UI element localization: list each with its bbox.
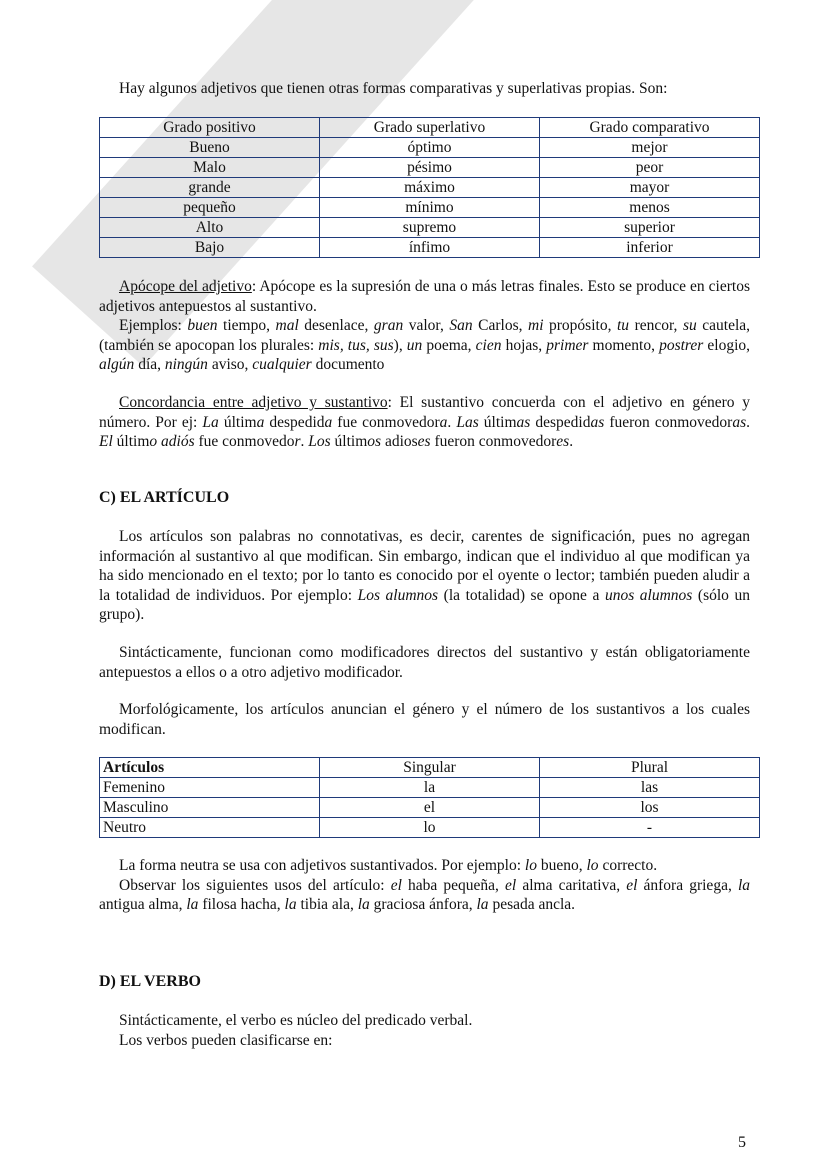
table-header-cell: Artículos bbox=[100, 758, 320, 778]
neutral-form-note bbox=[99, 856, 750, 876]
example-ending: as bbox=[590, 413, 605, 431]
paragraph-text: Observar los siguientes usos del artículo: bbox=[119, 876, 391, 894]
concordancia-text: adios bbox=[381, 433, 418, 450]
paragraph-text: (sólo un grupo). bbox=[99, 586, 750, 623]
example-ending: as bbox=[732, 413, 747, 431]
paragraph-text: haba pequeña, bbox=[401, 876, 506, 894]
articulo-paragraph-2: Sintácticamente, funcionan como modificadores directos del sustantivo y están obligatoriamente antepuestos a ellos o a otro adjetivo modificador. bbox=[99, 644, 750, 681]
paragraph-text: pesada ancla. bbox=[488, 896, 576, 913]
section-title-verbo: D) EL VERBO bbox=[99, 973, 201, 990]
table-cell: Bajo bbox=[100, 238, 320, 258]
example-word: adiós bbox=[161, 433, 195, 450]
example-ending: r bbox=[294, 433, 301, 450]
concordancia-text: fueron conmovedor bbox=[604, 413, 733, 431]
table-row bbox=[100, 798, 760, 818]
table-cell: Bueno bbox=[100, 138, 320, 158]
example-text: valor, bbox=[403, 317, 450, 334]
example-ending: a bbox=[324, 413, 333, 431]
concordancia-text: . bbox=[447, 413, 457, 431]
example-ending: es bbox=[417, 433, 431, 450]
table-cell: inferior bbox=[540, 238, 760, 258]
table-cell: grande bbox=[100, 178, 320, 198]
table-cell: pequeño bbox=[100, 198, 320, 218]
apocope-text: : Apócope es la supresión de una o más letras finales. Esto se produce en ciertos adjetivos antepuestos al sustantivo. bbox=[99, 278, 750, 315]
example-ending: a bbox=[439, 413, 448, 431]
table-cell: mínimo bbox=[320, 198, 540, 218]
example-word: cualquier bbox=[252, 356, 312, 373]
table-header-row bbox=[100, 118, 760, 138]
paragraph-text: filosa hacha, bbox=[198, 896, 285, 913]
article-table bbox=[99, 757, 760, 838]
example-ending: a bbox=[256, 413, 265, 431]
concordancia-text: : El sustantivo concuerda con el adjetivo en género y número. Por ej: bbox=[99, 394, 751, 431]
article-usage-examples bbox=[99, 876, 750, 915]
table-cell: pésimo bbox=[320, 158, 540, 178]
table-cell: supremo bbox=[320, 218, 540, 238]
example-word: la bbox=[476, 896, 489, 913]
table-cell: Alto bbox=[100, 218, 320, 238]
example-ending: o bbox=[149, 433, 158, 450]
intro-text: Hay algunos adjetivos que tienen otras formas comparativas y superlativas propias. Son: bbox=[119, 80, 668, 97]
table-cell: óptimo bbox=[320, 138, 540, 158]
table-header-cell: Grado positivo bbox=[100, 118, 320, 138]
concordancia-text: fueron conmovedor bbox=[430, 433, 557, 450]
table-cell: superior bbox=[540, 218, 760, 238]
paragraph-text: graciosa ánfora, bbox=[369, 896, 477, 913]
table-row bbox=[100, 778, 760, 798]
example-text: rencor, bbox=[629, 317, 683, 334]
examples-lead: Ejemplos: bbox=[119, 317, 188, 334]
example-text: hojas, bbox=[501, 336, 547, 354]
table-cell: Malo bbox=[100, 158, 320, 178]
page-number: 5 bbox=[738, 1134, 746, 1151]
example-word: lo bbox=[524, 857, 537, 874]
example-word: el bbox=[390, 876, 402, 894]
table-cell: máximo bbox=[320, 178, 540, 198]
example-text: aviso, bbox=[207, 356, 253, 373]
verbo-paragraph-1: Sintácticamente, el verbo es núcleo del predicado verbal. bbox=[119, 1012, 473, 1029]
apocope-heading: Apócope del adjetivo bbox=[119, 278, 252, 295]
concordancia-text: últim bbox=[478, 413, 517, 431]
example-text: propósito, bbox=[543, 317, 617, 334]
example-word: Los bbox=[308, 433, 331, 450]
table-row bbox=[100, 198, 760, 218]
concordancia-heading: Concordancia entre adjetivo y sustantivo bbox=[119, 394, 388, 411]
example-text: cautela, (también se apocopan los plurales: bbox=[99, 317, 751, 354]
paragraph-text: antigua alma, bbox=[99, 896, 187, 913]
example-word: El bbox=[99, 433, 113, 450]
table-header-cell: Plural bbox=[540, 758, 760, 778]
table-cell: ínfimo bbox=[320, 238, 540, 258]
paragraph-text: bueno, bbox=[536, 857, 587, 874]
articulo-paragraph-3: Morfológicamente, los artículos anuncian el género y el número de los sustantivos a los cuales modifican. bbox=[99, 701, 750, 738]
table-cell: Masculino bbox=[100, 798, 320, 818]
example-ending: as bbox=[516, 413, 531, 431]
apocope-section bbox=[99, 277, 750, 375]
example-word: cien bbox=[475, 336, 502, 354]
paragraph-text: tibia ala, bbox=[296, 896, 358, 913]
table-cell: peor bbox=[540, 158, 760, 178]
example-word: mal bbox=[275, 317, 299, 334]
example-word: mi bbox=[528, 317, 544, 334]
example-word: San bbox=[449, 317, 473, 334]
table-row bbox=[100, 818, 760, 838]
table-row bbox=[100, 138, 760, 158]
example-word: tu bbox=[616, 317, 630, 334]
example-text: poema, bbox=[422, 336, 476, 354]
table-cell: - bbox=[540, 818, 760, 838]
example-word: ningún bbox=[164, 356, 208, 373]
table-header-row bbox=[100, 758, 760, 778]
table-row bbox=[100, 158, 760, 178]
concordancia-text: . bbox=[746, 413, 750, 431]
example-phrase: Los alumnos bbox=[357, 586, 439, 604]
concordancia-text: últim bbox=[112, 433, 150, 450]
example-word: buen bbox=[187, 317, 218, 334]
table-cell: las bbox=[540, 778, 760, 798]
table-header-cell: Grado comparativo bbox=[540, 118, 760, 138]
example-ending: es bbox=[556, 433, 570, 450]
example-text: elogio, bbox=[703, 336, 751, 354]
table-cell: Neutro bbox=[100, 818, 320, 838]
example-word: la bbox=[186, 896, 199, 913]
concordancia-text: últim bbox=[218, 413, 257, 431]
example-ending: os bbox=[367, 433, 382, 450]
concordancia-text: fue conmovedo bbox=[194, 433, 295, 450]
example-text: desenlace, bbox=[298, 317, 374, 334]
table-header-cell: Singular bbox=[320, 758, 540, 778]
example-text: ), bbox=[393, 336, 407, 354]
example-word: el bbox=[626, 876, 638, 894]
table-cell: Femenino bbox=[100, 778, 320, 798]
example-word: primer bbox=[546, 336, 589, 354]
paragraph-text: (la totalidad) se opone a bbox=[438, 586, 605, 604]
table-row bbox=[100, 178, 760, 198]
table-cell: los bbox=[540, 798, 760, 818]
example-word: mis, tus, sus bbox=[318, 336, 394, 354]
table-row bbox=[100, 238, 760, 258]
table-cell: menos bbox=[540, 198, 760, 218]
example-word: gran bbox=[373, 317, 404, 334]
table-header-cell: Grado superlativo bbox=[320, 118, 540, 138]
example-text: documento bbox=[311, 356, 385, 373]
apocope-examples bbox=[99, 316, 750, 375]
table-cell: el bbox=[320, 798, 540, 818]
verbo-paragraph-2: Los verbos pueden clasificarse en: bbox=[119, 1031, 333, 1049]
table-cell: mejor bbox=[540, 138, 760, 158]
table-row bbox=[100, 218, 760, 238]
example-phrase: unos alumnos bbox=[604, 586, 693, 604]
example-word: algún bbox=[99, 356, 135, 373]
concordancia-text: despedid bbox=[530, 413, 591, 431]
concordancia-text: despedid bbox=[264, 413, 325, 431]
table-cell: lo bbox=[320, 818, 540, 838]
example-word: la bbox=[284, 896, 297, 913]
articulo-paragraph-1 bbox=[99, 527, 750, 625]
adjective-degree-table bbox=[99, 117, 760, 258]
verbo-intro bbox=[99, 1011, 750, 1050]
example-text: Carlos, bbox=[472, 317, 528, 334]
example-word: postrer bbox=[659, 336, 704, 354]
example-word: la bbox=[737, 876, 750, 894]
paragraph-text: ánfora griega, bbox=[637, 876, 738, 894]
concordancia-text: . bbox=[569, 433, 574, 450]
example-word: Las bbox=[456, 413, 479, 431]
example-word: su bbox=[682, 317, 697, 334]
table-cell: mayor bbox=[540, 178, 760, 198]
section-title-articulo: C) EL ARTÍCULO bbox=[99, 489, 230, 506]
example-text: tiempo, bbox=[217, 317, 276, 334]
paragraph-text: La forma neutra se usa con adjetivos sustantivados. Por ejemplo: bbox=[119, 857, 525, 874]
apocope-definition bbox=[99, 277, 750, 316]
example-text: día, bbox=[134, 356, 165, 373]
example-word: un bbox=[406, 336, 423, 354]
example-text: momento, bbox=[588, 336, 660, 354]
concordancia-text: fue conmovedor bbox=[332, 413, 440, 431]
concordancia-text: últim bbox=[330, 433, 368, 450]
table-cell: la bbox=[320, 778, 540, 798]
paragraph-text: correcto. bbox=[598, 857, 658, 874]
example-word: el bbox=[505, 876, 517, 894]
articulo-usage-notes bbox=[99, 856, 750, 915]
example-word: La bbox=[202, 413, 219, 431]
concordancia-paragraph bbox=[99, 393, 750, 452]
paragraph-text: alma caritativa, bbox=[516, 876, 627, 894]
example-word: lo bbox=[586, 857, 599, 874]
concordancia-text: . bbox=[300, 433, 309, 450]
paragraph-text: Los artículos son palabras no connotativas, es decir, carentes de significación, pues no agregan información al sustantivo al que modifican. Sin embargo, indican que el individuo al que modifican ya ha sido mencionado en el texto; por lo tanto es conocido por el oyente o lector; también pueden aludir a la totalidad de individuos. Por ejemplo: bbox=[99, 528, 750, 604]
example-word: la bbox=[357, 896, 370, 913]
